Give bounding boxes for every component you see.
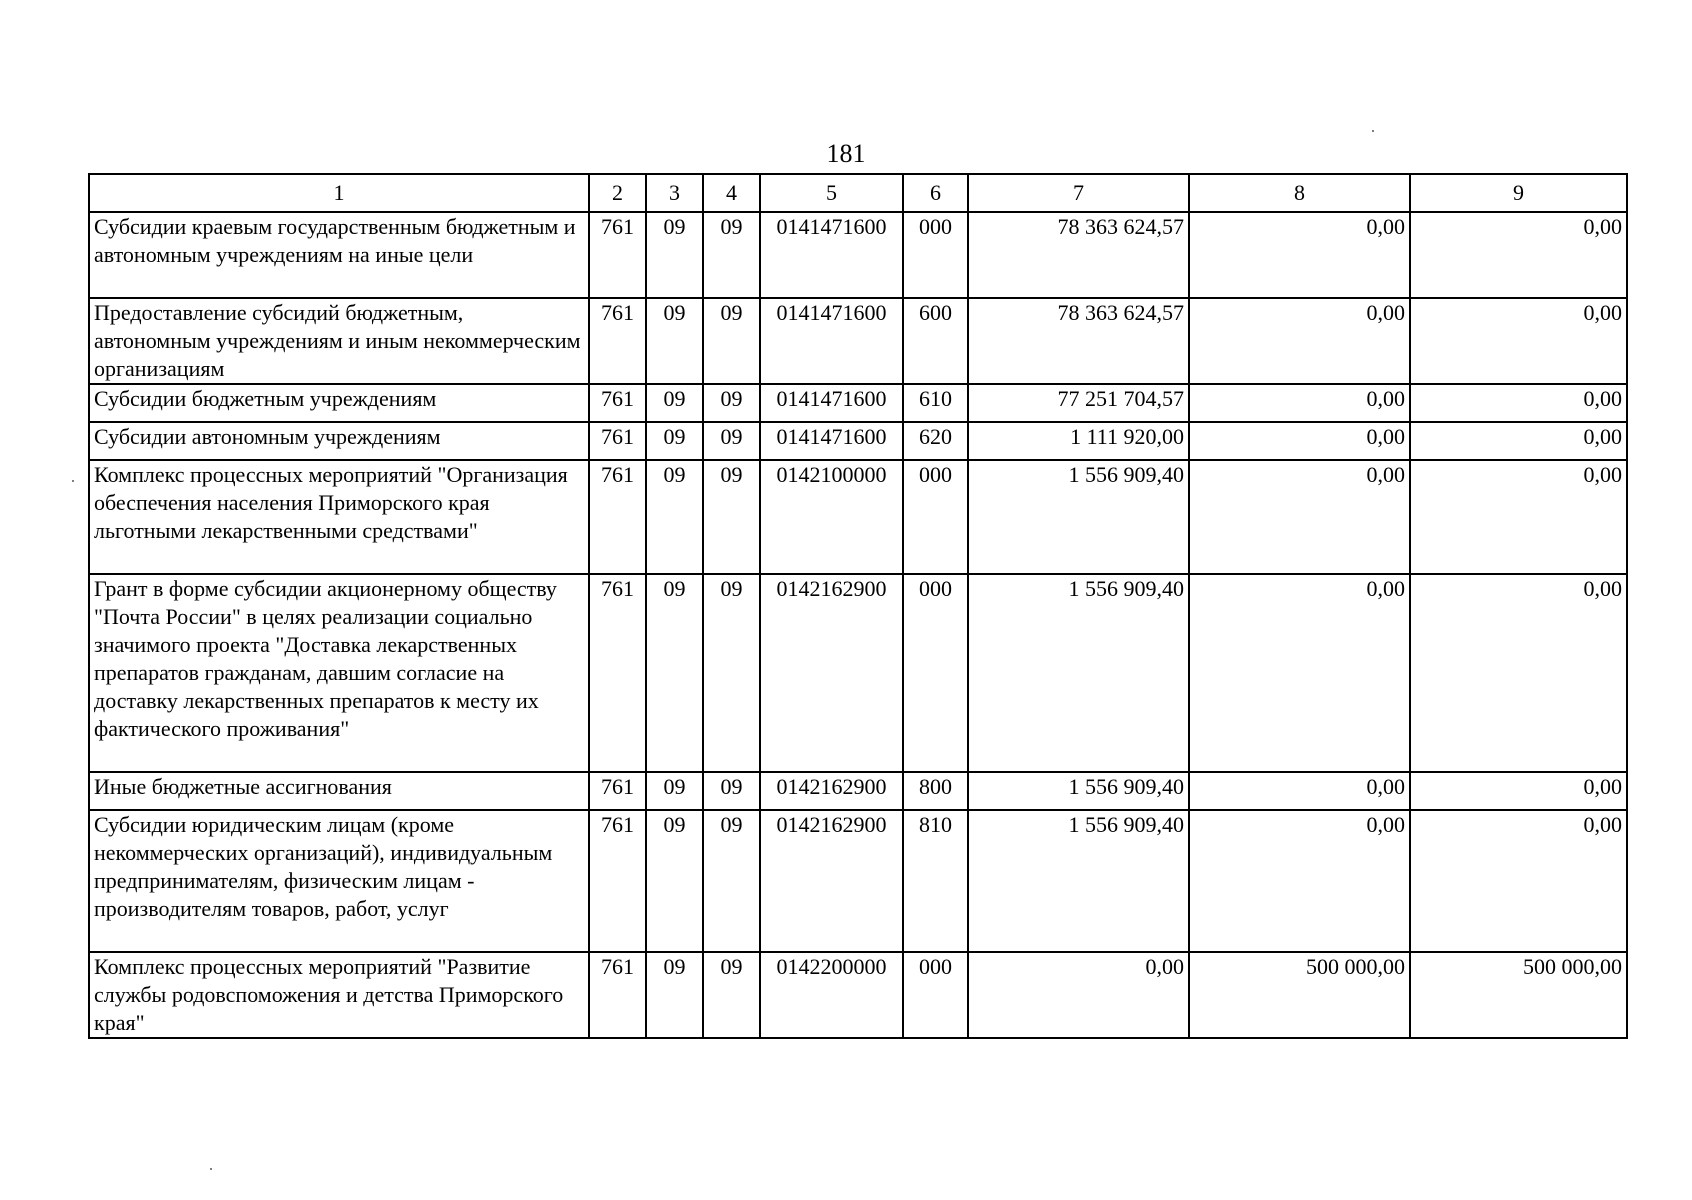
column-header: 8 xyxy=(1189,174,1410,212)
row-expense-type-code: 610 xyxy=(903,384,968,422)
column-header: 9 xyxy=(1410,174,1627,212)
row-target-code: 0142200000 xyxy=(760,952,903,1038)
row-amount-9: 500 000,00 xyxy=(1410,952,1627,1038)
row-amount-7: 77 251 704,57 xyxy=(968,384,1189,422)
row-amount-8: 0,00 xyxy=(1189,460,1410,574)
row-section-code: 09 xyxy=(646,384,703,422)
row-amount-8: 0,00 xyxy=(1189,810,1410,952)
row-name: Субсидии юридическим лицам (кроме некоммерческих организаций), индивидуальным предпринимателям, физическим лицам - производителям товаров, работ, услуг xyxy=(89,810,589,952)
row-expense-type-code: 620 xyxy=(903,422,968,460)
scan-speck xyxy=(72,480,74,482)
row-ministry-code: 761 xyxy=(589,460,646,574)
row-ministry-code: 761 xyxy=(589,952,646,1038)
row-expense-type-code: 800 xyxy=(903,772,968,810)
row-section-code: 09 xyxy=(646,212,703,298)
row-subsection-code: 09 xyxy=(703,574,760,772)
row-ministry-code: 761 xyxy=(589,384,646,422)
row-amount-7: 1 111 920,00 xyxy=(968,422,1189,460)
row-target-code: 0141471600 xyxy=(760,422,903,460)
row-section-code: 09 xyxy=(646,810,703,952)
row-amount-8: 500 000,00 xyxy=(1189,952,1410,1038)
page-number: 181 xyxy=(826,139,866,168)
budget-table xyxy=(88,173,1628,1039)
row-name: Предоставление субсидий бюджетным, автономным учреждениям и иным некоммерческим организациям xyxy=(89,298,589,384)
column-header: 1 xyxy=(89,174,589,212)
row-name: Грант в форме субсидии акционерному обществу "Почта России" в целях реализации социально значимого проекта "Доставка лекарственных препаратов гражданам, давшим согласие на доставку лекарственных препаратов к месту их фактического проживания" xyxy=(89,574,589,772)
column-header: 7 xyxy=(968,174,1189,212)
row-name: Иные бюджетные ассигнования xyxy=(89,772,589,810)
row-name: Комплекс процессных мероприятий "Организация обеспечения населения Приморского края льготными лекарственными средствами" xyxy=(89,460,589,574)
row-amount-8: 0,00 xyxy=(1189,212,1410,298)
row-amount-9: 0,00 xyxy=(1410,460,1627,574)
scan-speck xyxy=(1372,130,1374,132)
row-ministry-code: 761 xyxy=(589,772,646,810)
row-expense-type-code: 000 xyxy=(903,460,968,574)
row-section-code: 09 xyxy=(646,772,703,810)
table-row xyxy=(89,952,1627,1038)
table-row xyxy=(89,574,1627,772)
row-expense-type-code: 000 xyxy=(903,574,968,772)
row-name: Субсидии бюджетным учреждениям xyxy=(89,384,589,422)
row-expense-type-code: 810 xyxy=(903,810,968,952)
row-amount-9: 0,00 xyxy=(1410,212,1627,298)
row-amount-8: 0,00 xyxy=(1189,298,1410,384)
column-header: 5 xyxy=(760,174,903,212)
column-header: 3 xyxy=(646,174,703,212)
row-amount-8: 0,00 xyxy=(1189,384,1410,422)
row-amount-7: 78 363 624,57 xyxy=(968,298,1189,384)
row-section-code: 09 xyxy=(646,298,703,384)
row-target-code: 0142162900 xyxy=(760,772,903,810)
row-subsection-code: 09 xyxy=(703,422,760,460)
row-ministry-code: 761 xyxy=(589,574,646,772)
table-header-row xyxy=(89,174,1627,212)
column-header: 4 xyxy=(703,174,760,212)
row-expense-type-code: 600 xyxy=(903,298,968,384)
row-expense-type-code: 000 xyxy=(903,952,968,1038)
row-subsection-code: 09 xyxy=(703,952,760,1038)
row-section-code: 09 xyxy=(646,460,703,574)
row-subsection-code: 09 xyxy=(703,460,760,574)
row-target-code: 0141471600 xyxy=(760,384,903,422)
table-row xyxy=(89,810,1627,952)
row-target-code: 0141471600 xyxy=(760,212,903,298)
row-name: Субсидии краевым государственным бюджетным и автономным учреждениям на иные цели xyxy=(89,212,589,298)
row-amount-8: 0,00 xyxy=(1189,574,1410,772)
row-target-code: 0141471600 xyxy=(760,298,903,384)
row-amount-8: 0,00 xyxy=(1189,422,1410,460)
row-amount-9: 0,00 xyxy=(1410,574,1627,772)
row-target-code: 0142162900 xyxy=(760,810,903,952)
row-amount-9: 0,00 xyxy=(1410,422,1627,460)
row-name: Субсидии автономным учреждениям xyxy=(89,422,589,460)
table-row xyxy=(89,460,1627,574)
row-amount-9: 0,00 xyxy=(1410,298,1627,384)
row-amount-9: 0,00 xyxy=(1410,384,1627,422)
row-name: Комплекс процессных мероприятий "Развитие службы родовспоможения и детства Приморского края" xyxy=(89,952,589,1038)
row-ministry-code: 761 xyxy=(589,298,646,384)
row-amount-7: 1 556 909,40 xyxy=(968,574,1189,772)
row-amount-9: 0,00 xyxy=(1410,772,1627,810)
row-section-code: 09 xyxy=(646,574,703,772)
table-row xyxy=(89,422,1627,460)
row-ministry-code: 761 xyxy=(589,422,646,460)
row-subsection-code: 09 xyxy=(703,384,760,422)
row-subsection-code: 09 xyxy=(703,298,760,384)
row-amount-8: 0,00 xyxy=(1189,772,1410,810)
row-section-code: 09 xyxy=(646,952,703,1038)
table-row xyxy=(89,212,1627,298)
row-amount-9: 0,00 xyxy=(1410,810,1627,952)
row-subsection-code: 09 xyxy=(703,772,760,810)
row-amount-7: 0,00 xyxy=(968,952,1189,1038)
row-amount-7: 78 363 624,57 xyxy=(968,212,1189,298)
row-amount-7: 1 556 909,40 xyxy=(968,772,1189,810)
row-amount-7: 1 556 909,40 xyxy=(968,460,1189,574)
row-subsection-code: 09 xyxy=(703,810,760,952)
row-amount-7: 1 556 909,40 xyxy=(968,810,1189,952)
row-target-code: 0142100000 xyxy=(760,460,903,574)
table-row xyxy=(89,384,1627,422)
row-ministry-code: 761 xyxy=(589,212,646,298)
row-target-code: 0142162900 xyxy=(760,574,903,772)
row-subsection-code: 09 xyxy=(703,212,760,298)
column-header: 2 xyxy=(589,174,646,212)
row-ministry-code: 761 xyxy=(589,810,646,952)
table-row xyxy=(89,772,1627,810)
row-expense-type-code: 000 xyxy=(903,212,968,298)
scan-speck xyxy=(210,1168,212,1170)
column-header: 6 xyxy=(903,174,968,212)
table-row xyxy=(89,298,1627,384)
row-section-code: 09 xyxy=(646,422,703,460)
